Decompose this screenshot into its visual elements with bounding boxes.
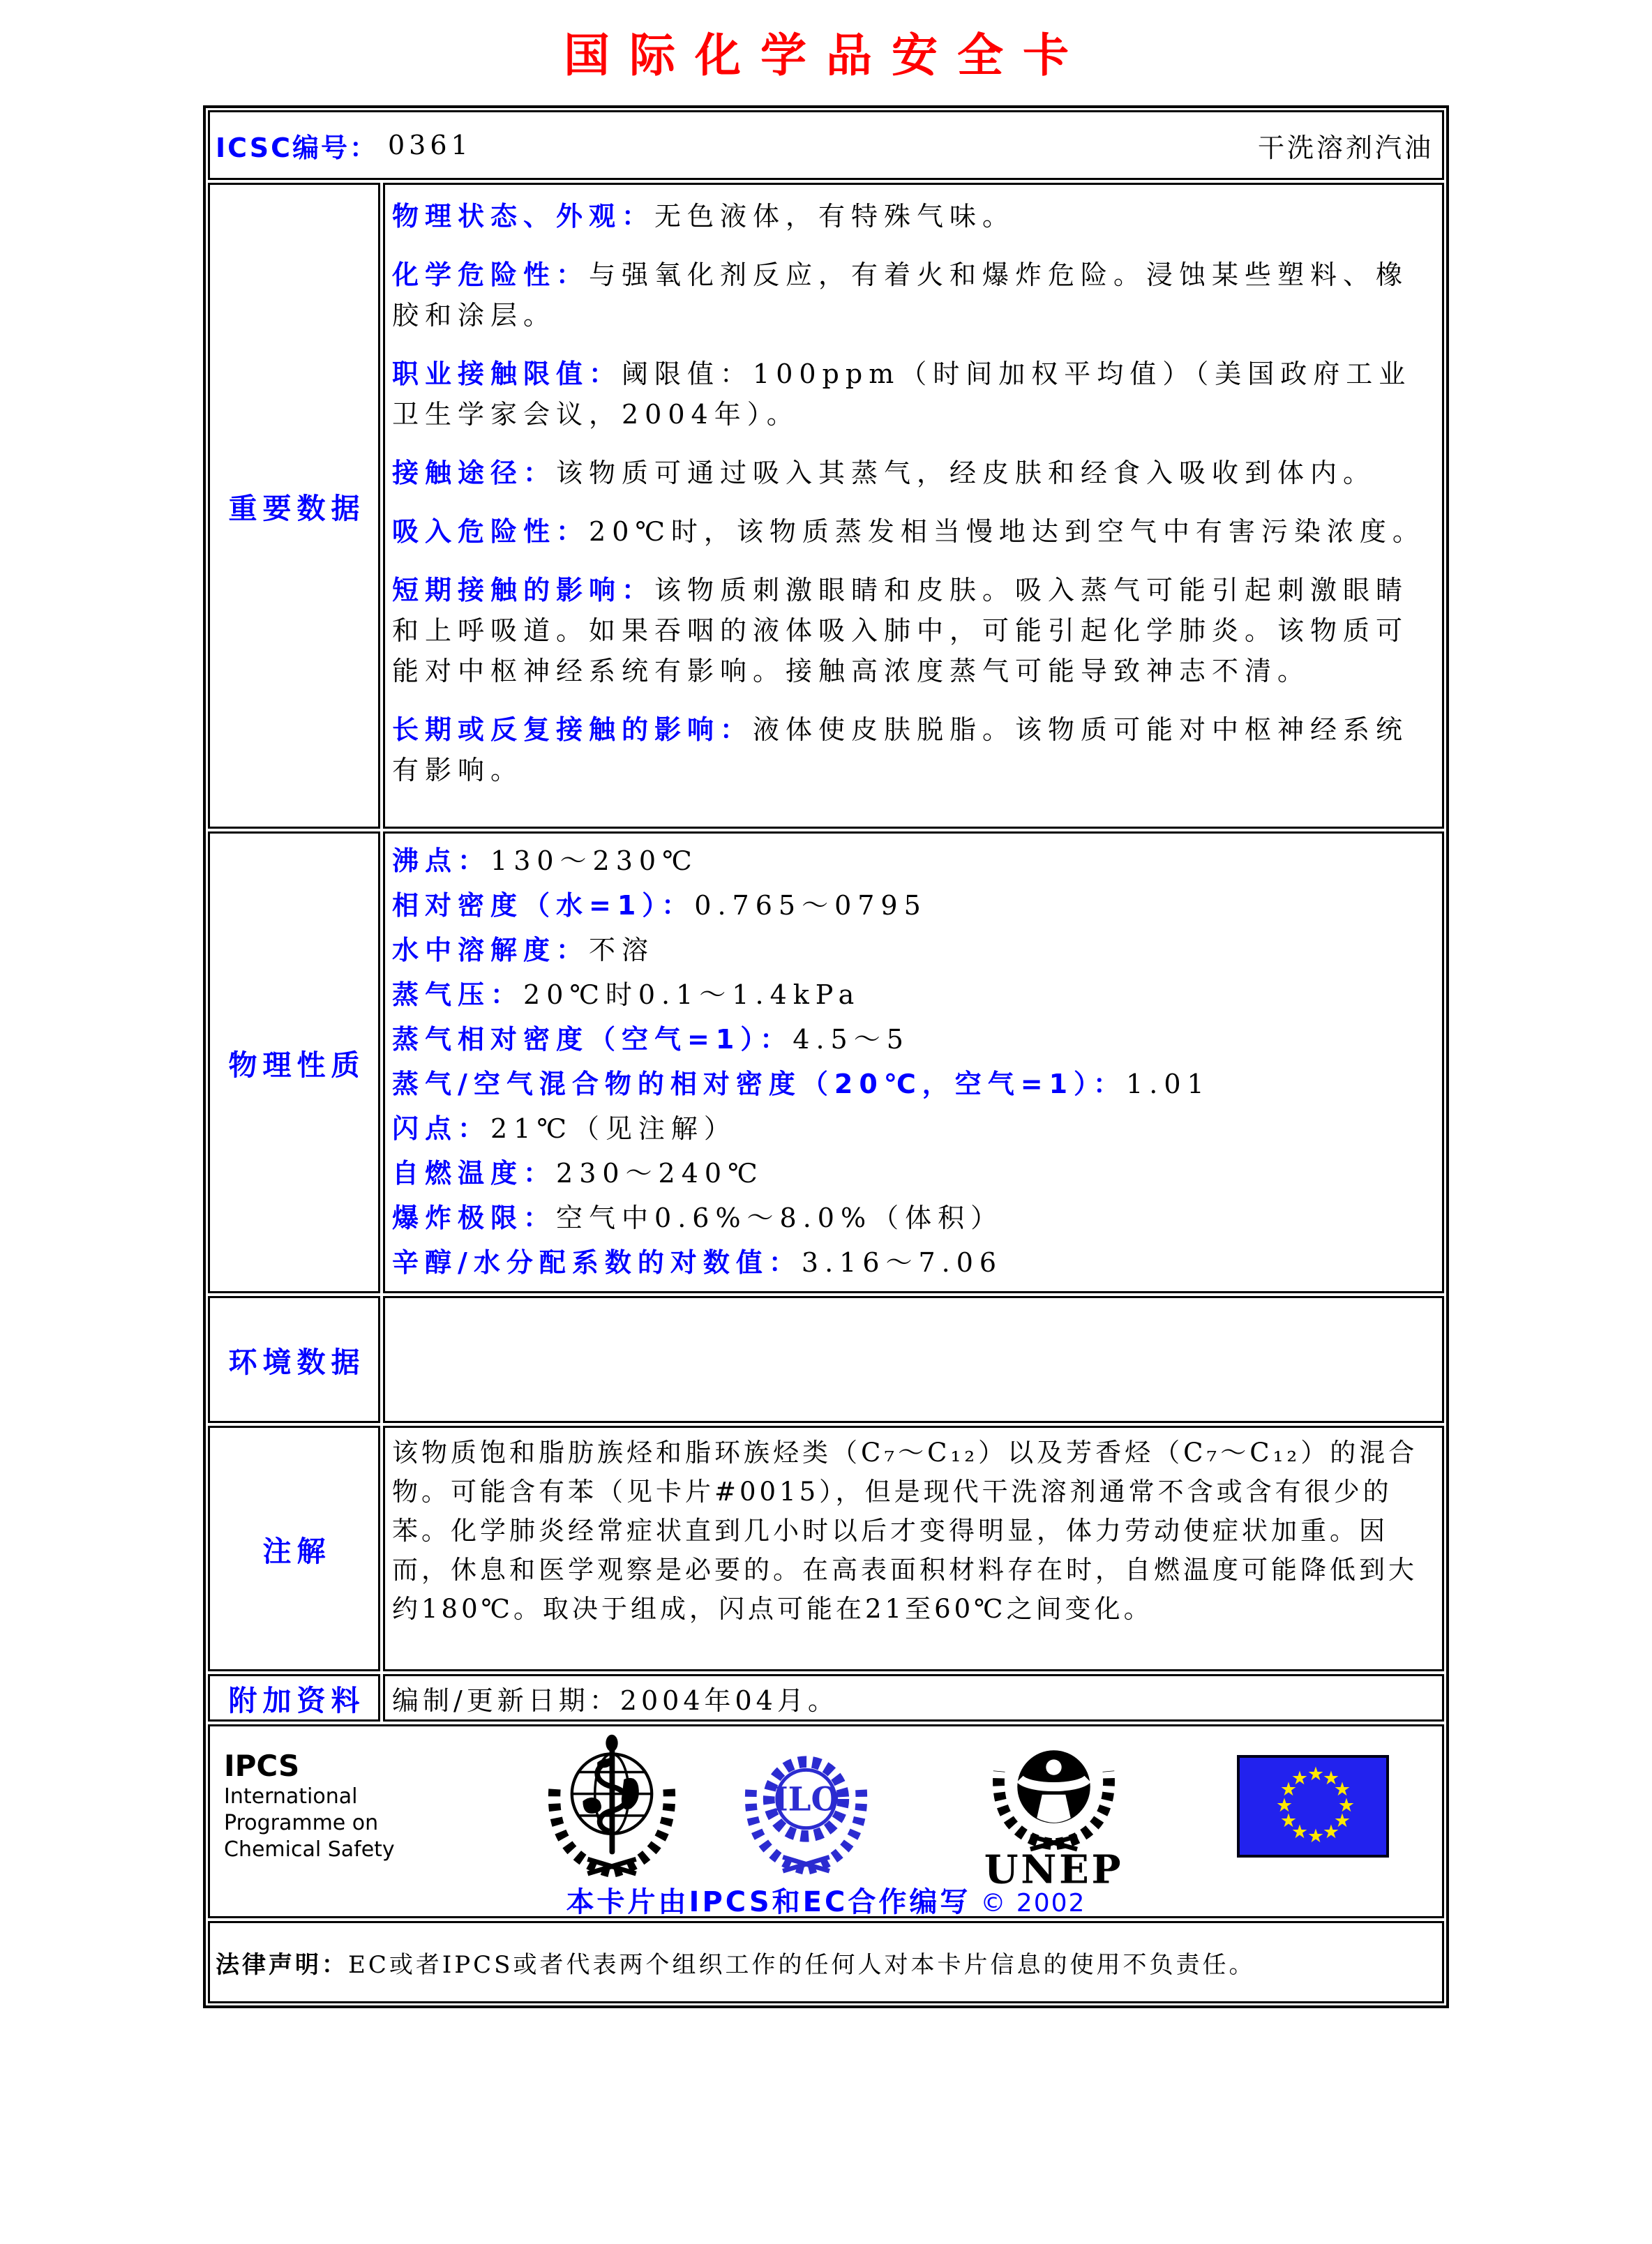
legal-body: EC或者IPCS或者代表两个组织工作的任何人对本卡片信息的使用不负责任。 — [348, 1950, 1256, 1979]
item-text: 液体使皮肤脱脂。该物质可能对中枢神经系统有影响。 — [392, 714, 1409, 785]
eu-star-icon: ★ — [1279, 1778, 1298, 1800]
eu-star-icon: ★ — [1322, 1821, 1340, 1843]
item-text: 阈限值：100ppm（时间加权平均值）（美国政府工业卫生学家会议，2004年）。 — [392, 359, 1412, 430]
legal-cell — [208, 1921, 1444, 2003]
important-item-physical-state — [392, 196, 1432, 236]
legal-label: 法律声明： — [216, 1950, 348, 1979]
item-label: 短期接触的影响： — [392, 575, 655, 605]
prop-water-solubility — [392, 930, 1432, 970]
item-text: 该物质可通过吸入其蒸气，经皮肤和经食入吸收到体内。 — [556, 458, 1376, 488]
item-text: 20℃时，该物质蒸发相当慢地达到空气中有害污染浓度。 — [589, 516, 1425, 547]
eu-star-icon: ★ — [1337, 1794, 1356, 1816]
eu-flag-icon — [1237, 1755, 1389, 1858]
environmental-data-row — [208, 1296, 1444, 1423]
item-label: 化学危险性： — [392, 259, 590, 290]
notes-content — [383, 1426, 1444, 1671]
credit-text: 本卡片由IPCS和EC合作编写 — [566, 1886, 971, 1918]
ipcs-line-2: Programme on — [224, 1811, 379, 1835]
important-item-exposure-route — [392, 453, 1432, 493]
ipcs-acronym: IPCS — [224, 1749, 300, 1783]
header-cell — [208, 110, 1444, 180]
additional-info-section-label: 附加资料 — [208, 1674, 380, 1722]
important-item-chemical-danger — [392, 255, 1432, 336]
item-text: 该物质刺激眼睛和皮肤。吸入蒸气可能引起刺激眼睛和上呼吸道。如果吞咽的液体吸入肺中，可能引起化学肺炎。该物质可能对中枢神经系统有影响。接触高浓度蒸气可能导致神志不清。 — [392, 575, 1409, 686]
item-text: 无色液体，有特殊气味。 — [654, 201, 1016, 232]
icsc-number-value: 0361 — [388, 130, 472, 160]
eu-star-icon: ★ — [1291, 1821, 1309, 1843]
physical-properties-content — [383, 831, 1444, 1293]
prop-value: 21℃（见注解） — [490, 1113, 737, 1144]
prop-value: 1.01 — [1126, 1069, 1210, 1099]
prop-value: 0.765～0795 — [694, 890, 927, 921]
additional-info-row — [208, 1674, 1444, 1722]
prop-label: 爆炸极限： — [392, 1203, 557, 1233]
prop-explosive-limits — [392, 1198, 1432, 1238]
header-row — [208, 110, 1444, 180]
prop-label: 自燃温度： — [392, 1158, 557, 1189]
eu-star-icon: ★ — [1322, 1767, 1340, 1789]
item-label: 吸入危险性： — [392, 516, 590, 547]
ilo-logo-icon — [735, 1736, 878, 1876]
eu-star-icon: ★ — [1307, 1763, 1325, 1785]
prop-value: 20℃时0.1～1.4kPa — [523, 979, 861, 1010]
item-label: 长期或反复接触的影响： — [392, 714, 753, 745]
prop-label: 蒸气压： — [392, 979, 524, 1010]
legal-statement — [216, 1945, 1255, 1980]
logos-strip — [210, 1732, 1442, 1888]
ilo-logo-letters: ILO — [772, 1780, 840, 1819]
physical-properties-section-label: 物理性质 — [208, 831, 380, 1293]
page-title: 国际化学品安全卡 — [564, 29, 1088, 82]
logos-cell — [208, 1724, 1444, 1918]
important-data-row — [208, 183, 1444, 829]
item-text: 与强氧化剂反应，有着火和爆炸危险。浸蚀某些塑料、橡胶和涂层。 — [392, 259, 1409, 331]
ipcs-text-block — [224, 1749, 454, 1863]
substance-name: 干洗溶剂汽油 — [1257, 132, 1434, 163]
legal-row — [208, 1921, 1444, 2003]
prop-label: 沸点： — [392, 845, 491, 876]
eu-star-icon: ★ — [1307, 1825, 1325, 1847]
prop-vapor-density — [392, 1019, 1432, 1060]
unep-logo-icon — [975, 1724, 1132, 1888]
prop-autoignition-temp — [392, 1153, 1432, 1193]
important-data-content — [383, 183, 1444, 829]
eu-star-icon: ★ — [1333, 1778, 1351, 1800]
eu-star-icon: ★ — [1291, 1767, 1309, 1789]
important-item-exposure-limit — [392, 354, 1432, 435]
prop-label: 蒸气相对密度（空气=1）： — [392, 1024, 793, 1055]
icsc-card — [203, 105, 1449, 2008]
prop-value: 不溶 — [589, 935, 655, 965]
important-data-section-label: 重要数据 — [208, 183, 380, 829]
environmental-data-content — [383, 1296, 1444, 1423]
icsc-number-group — [216, 126, 472, 165]
notes-row — [208, 1426, 1444, 1671]
who-logo-icon — [538, 1733, 686, 1878]
notes-section-label: 注解 — [208, 1426, 380, 1671]
prop-flash-point — [392, 1108, 1432, 1149]
additional-info-content — [383, 1674, 1444, 1722]
icsc-number-label: ICSC编号： — [216, 132, 378, 163]
important-item-inhalation-risk — [392, 511, 1432, 552]
important-item-long-term-effects — [392, 709, 1432, 790]
ipcs-line-1: International — [224, 1784, 358, 1809]
eu-star-icon: ★ — [1279, 1809, 1298, 1832]
physical-properties-row — [208, 831, 1444, 1293]
prop-label: 水中溶解度： — [392, 935, 590, 965]
prop-relative-density — [392, 885, 1432, 926]
credit-line — [210, 1880, 1442, 1918]
prop-label: 相对密度（水=1）： — [392, 890, 695, 921]
prop-boiling-point — [392, 841, 1432, 881]
important-item-short-term-effects — [392, 570, 1432, 691]
prop-value: 空气中0.6%～8.0%（体积） — [556, 1203, 1004, 1233]
eu-star-icon: ★ — [1275, 1794, 1293, 1816]
prop-vapor-pressure — [392, 974, 1432, 1015]
item-label: 职业接触限值： — [392, 359, 622, 389]
prop-label: 闪点： — [392, 1113, 491, 1144]
update-date-text: 编制/更新日期：2004年04月。 — [392, 1685, 839, 1716]
prop-label: 蒸气/空气混合物的相对密度（20℃，空气=1）： — [392, 1069, 1127, 1099]
prop-value: 4.5～5 — [793, 1024, 910, 1055]
logos-row — [208, 1724, 1444, 1918]
copyright-text: © 2002 — [980, 1889, 1086, 1918]
prop-label: 辛醇/水分配系数的对数值： — [392, 1247, 802, 1278]
item-label: 物理状态、外观： — [392, 201, 655, 232]
environmental-data-section-label: 环境数据 — [208, 1296, 380, 1423]
prop-vapor-air-density — [392, 1064, 1432, 1104]
prop-value: 130～230℃ — [490, 845, 698, 876]
prop-value: 230～240℃ — [556, 1158, 764, 1189]
item-label: 接触途径： — [392, 458, 557, 488]
unep-logo-letters: UNEP — [984, 1846, 1124, 1888]
prop-octanol-water — [392, 1242, 1432, 1283]
prop-value: 3.16～7.06 — [801, 1247, 1003, 1278]
ipcs-line-3: Chemical Safety — [224, 1837, 395, 1862]
notes-text: 该物质饱和脂肪族烃和脂环族烃类（C₇～C₁₂）以及芳香烃（C₇～C₁₂）的混合物。可能含有苯（见卡片#0015），但是现代干洗溶剂通常不含或含有很少的苯。化学肺炎经常症状直到几小时以后才变得明显，体力劳动使症状加重。因而，休息和医学观察是必要的。在高表面积材料存在时，自燃温度可能降低到大约180℃。取决于组成，闪点可能在21至60℃之间变化。 — [392, 1438, 1418, 1624]
eu-star-icon: ★ — [1333, 1809, 1351, 1832]
